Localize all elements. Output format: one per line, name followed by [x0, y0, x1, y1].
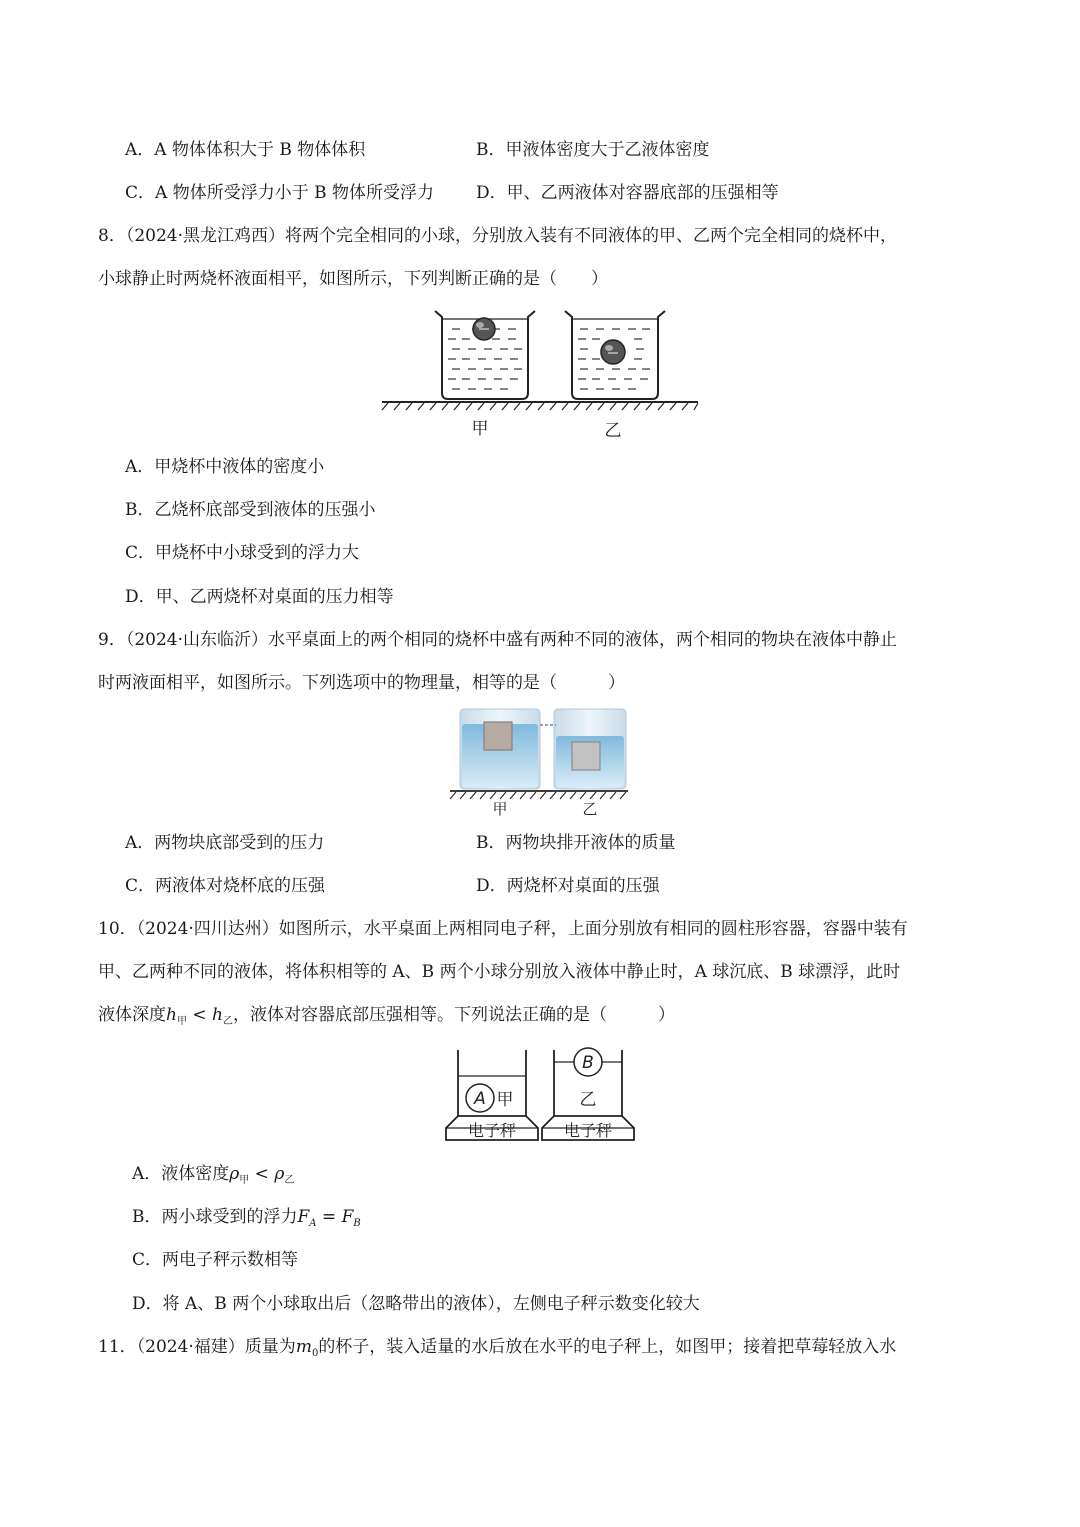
q9-label-yi: 乙	[582, 800, 598, 818]
q9-block-right	[572, 742, 600, 770]
q10-stem-line-1: 10．（2024·四川达州）如图所示，水平桌面上两相同电子秤，上面分别放有相同的圆柱形容器，容器中装有	[98, 919, 908, 939]
q10-ball-a-label: A	[474, 1089, 486, 1109]
q8-label-yi: 乙	[604, 421, 622, 441]
q10-container-left	[458, 1050, 526, 1116]
q8-option-c: C．甲烧杯中小球受到的浮力大	[125, 543, 360, 563]
q9-block-left	[484, 722, 512, 750]
q10-h-symbol-2: h	[212, 1005, 223, 1025]
q8-beaker-left	[435, 311, 535, 399]
q10-option-a	[132, 1162, 294, 1193]
q10-stem-text-end: ，液体对容器底部压强相等。下列说法正确的是（ ）	[232, 1005, 675, 1025]
q8-label-jia: 甲	[471, 419, 489, 439]
q10-f-symbol: F	[297, 1207, 310, 1227]
q9-stem-line-2: 时两液面相平，如图所示。下列选项中的物理量，相等的是（ ）	[98, 673, 625, 693]
q9-beaker-right	[554, 709, 626, 789]
q11-stem-text: 11．（2024·福建）质量为	[98, 1337, 296, 1357]
q10-option-c: C．两电子秤示数相等	[132, 1250, 299, 1270]
q10-rho-sub-yi: 乙	[284, 1175, 295, 1186]
q10-scale-left-label: 电子秤	[467, 1121, 517, 1140]
q10-figure-scales	[442, 1046, 638, 1144]
q10-ball-b-label: B	[582, 1053, 594, 1073]
q9-label-jia: 甲	[492, 800, 508, 818]
q10-scale-left	[446, 1116, 538, 1140]
q11-stem-line-1	[98, 1335, 896, 1366]
q8-stem-line-2: 小球静止时两烧杯液面相平，如图所示，下列判断正确的是（ ）	[98, 269, 608, 289]
q7-option-b: B．甲液体密度大于乙液体密度	[476, 140, 710, 160]
q8-beaker-right	[565, 311, 665, 399]
q10-option-b-text: B．两小球受到的浮力	[132, 1207, 298, 1227]
q9-option-d: D．两烧杯对桌面的压强	[476, 876, 660, 896]
q9-stem-line-1: 9．（2024·山东临沂）水平桌面上的两个相同的烧杯中盛有两种不同的液体，两个相同的物块在液体中静止	[98, 630, 897, 650]
q10-stem-line-2: 甲、乙两种不同的液体，将体积相等的 A、B 两个小球分别放入液体中静止时，A 球沉底、B 球漂浮，此时	[98, 962, 901, 982]
q10-f-sub-a: A	[309, 1218, 317, 1229]
q9-option-b: B．两物块排开液体的质量	[476, 833, 676, 853]
q8-option-d: D．甲、乙两烧杯对桌面的压力相等	[125, 587, 394, 607]
q10-option-d: D．将 A、B 两个小球取出后（忽略带出的液体），左侧电子秤示数变化较大	[132, 1294, 700, 1314]
q10-f-symbol-2: F	[341, 1207, 354, 1227]
q10-stem-line-3	[98, 1003, 675, 1034]
q11-m-subscript: 0	[311, 1348, 319, 1359]
q9-table-surface	[450, 791, 628, 799]
q10-f-sub-b: B	[353, 1218, 361, 1229]
q10-liquid-right-label: 乙	[579, 1090, 597, 1110]
q9-option-a: A．两物块底部受到的压力	[125, 833, 325, 853]
q10-rho-sub-jia: 甲	[239, 1175, 250, 1186]
q10-option-a-text: A．液体密度	[132, 1164, 230, 1184]
q9-option-c: C．两液体对烧杯底的压强	[125, 876, 326, 896]
q10-stem-text: 液体深度	[98, 1005, 166, 1025]
q8-option-b: B．乙烧杯底部受到液体的压强小	[125, 500, 376, 520]
q10-h-symbol: h	[166, 1005, 177, 1025]
q10-option-b	[132, 1205, 361, 1236]
q10-less-than: <	[186, 1005, 213, 1025]
q11-m-symbol: m	[295, 1337, 312, 1357]
q8-ball-right	[601, 340, 625, 364]
q9-figure-beakers	[448, 706, 630, 818]
q9-beaker-left	[460, 709, 540, 789]
q10-rho-symbol-2: ρ	[274, 1164, 285, 1184]
q7-option-c: C．A 物体所受浮力小于 B 物体所受浮力	[125, 183, 434, 203]
q10-option-a-less-than: <	[249, 1164, 275, 1184]
q10-scale-right	[542, 1116, 634, 1140]
q10-h-sub-yi: 乙	[222, 1016, 233, 1027]
q8-stem-line-1: 8．（2024·黑龙江鸡西）将两个完全相同的小球，分别放入装有不同液体的甲、乙两个完全相同的烧杯中，	[98, 226, 897, 246]
q10-scale-right-label: 电子秤	[563, 1121, 613, 1140]
q8-option-a: A．甲烧杯中液体的密度小	[125, 457, 325, 477]
q10-container-right	[554, 1048, 622, 1116]
q10-equals: =	[316, 1207, 342, 1227]
q10-liquid-left-label: 甲	[496, 1090, 514, 1110]
q8-table-surface	[382, 402, 698, 410]
q7-option-a: A．A 物体体积大于 B 物体体积	[125, 140, 366, 160]
q10-rho-symbol: ρ	[229, 1164, 240, 1184]
q7-option-d: D．甲、乙两液体对容器底部的压强相等	[476, 183, 779, 203]
q10-h-sub-jia: 甲	[176, 1016, 187, 1027]
q11-stem-text-end: 的杯子，装入适量的水后放在水平的电子秤上，如图甲；接着把草莓轻放入水	[318, 1337, 897, 1357]
q8-figure-beakers	[380, 305, 700, 441]
